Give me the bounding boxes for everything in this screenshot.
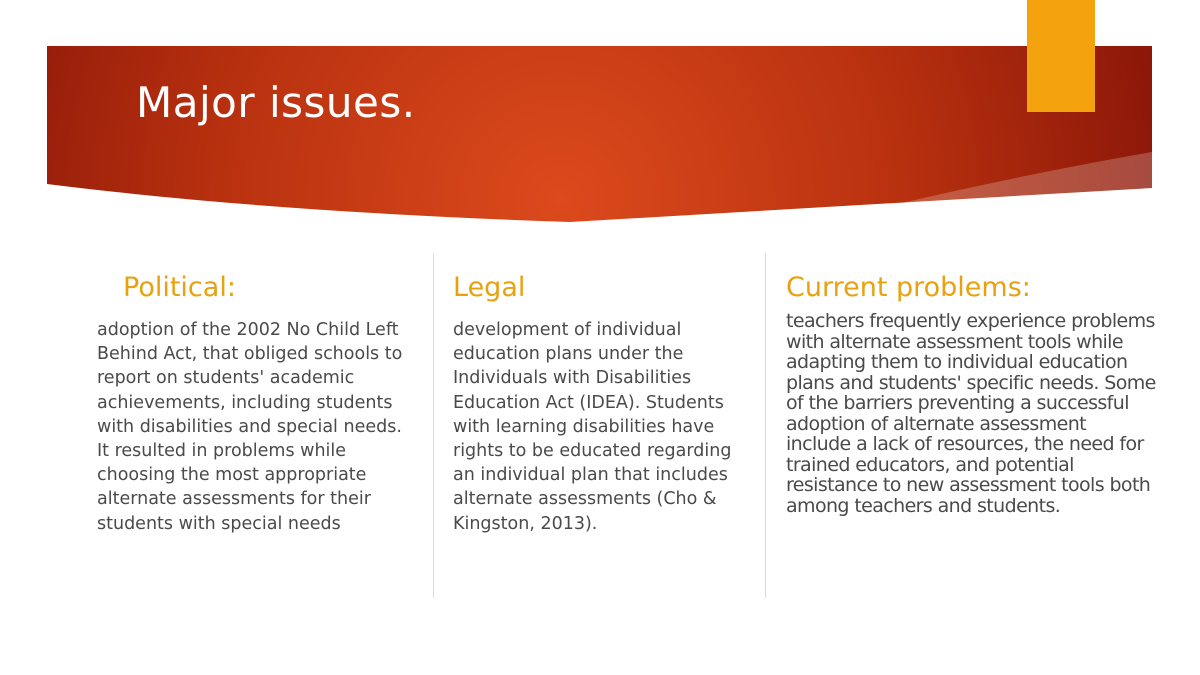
- political-text: adoption of the 2002 No Child Left Behind Act, that obliged schools to report on students' academic achievements, including students with disabilities and special needs. It resulted in problems while choosing the most appropriate alternate assessments for their students with special needs: [97, 320, 403, 534]
- column-divider: [765, 253, 766, 598]
- political-column: [97, 272, 412, 536]
- legal-column: [453, 272, 751, 536]
- accent-tab: [1027, 0, 1095, 112]
- current-problems-column: [786, 272, 1156, 516]
- legal-text: development of individual education plans under the Individuals with Disabilities Education Act (IDEA). Students with learning disabilities have rights to be educated regarding an individual plan that includes alternate assessments (Cho & Kingston, 2013).: [453, 320, 732, 534]
- title-banner: [0, 0, 1200, 260]
- political-heading: Political:: [123, 272, 236, 303]
- current-problems-text: teachers frequently experience problems with alternate assessment tools while adapting them to individual education plans and students' specific needs. Some of the barriers preventing a successful adoption of alternate assessment include a lack of resources, the need for trained educators, and potential resistance to new assessment tools both among teachers and students.: [786, 310, 1156, 517]
- legal-heading: Legal: [453, 272, 526, 303]
- slide-title: Major issues.: [136, 78, 416, 127]
- current-problems-heading: Current problems:: [786, 272, 1031, 303]
- column-divider: [433, 253, 434, 598]
